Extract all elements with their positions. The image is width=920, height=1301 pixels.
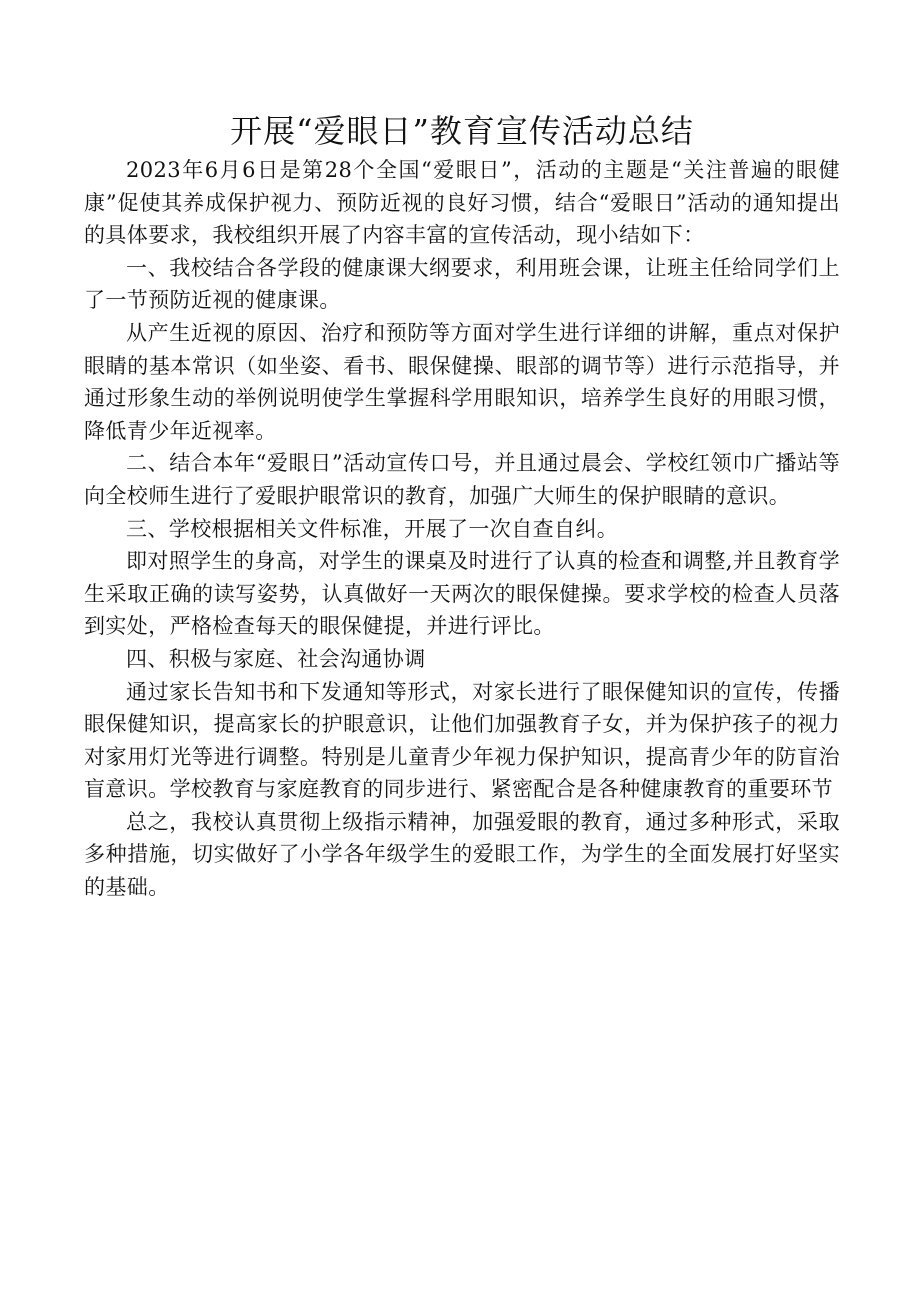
section-one-detail-paragraph: 从产生近视的原因、治疗和预防等方面对学生进行详细的讲解，重点对保护眼睛的基本常识（如坐姿、看书、眼保健操、眼部的调节等）进行示范指导，并通过形象生动的举例说明使学生掌握科学用眼知识，培养学生良好的用眼习惯，降低青少年近视率。 xyxy=(84,320,840,443)
section-one-paragraph: 一、我校结合各学段的健康课大纲要求，利用班会课，让班主任给同学们上了一节预防近视的健康课。 xyxy=(84,255,840,313)
section-two-paragraph: 二、结合本年“爱眼日”活动宣传口号，并且通过晨会、学校红领巾广播站等向全校师生进行了爱眼护眼常识的教育，加强广大师生的保护眼睛的意识。 xyxy=(84,451,840,508)
document-page xyxy=(84,108,840,904)
conclusion-paragraph: 总之，我校认真贯彻上级指示精神，加强爱眼的教育，通过多种形式，采取多种措施，切实做好了小学各年级学生的爱眼工作，为学生的全面发展打好坚实的基础。 xyxy=(84,809,840,900)
section-four-heading: 四、积极与家庭、社会沟通协调 xyxy=(126,646,426,671)
intro-paragraph: 2023年6月6日是第28个全国“爱眼日”，活动的主题是“关注普遍的眼健康”促使其养成保护视力、预防近视的良好习惯，结合“爱眼日”活动的通知提出的具体要求，我校组织开展了内容丰富的宣传活动，现小结如下： xyxy=(84,158,840,248)
section-three-paragraph: 三、学校根据相关文件标准，开展了一次自查自纠。 xyxy=(126,516,619,541)
section-three-detail-paragraph: 即对照学生的身高，对学生的课桌及时进行了认真的检查和调整,并且教育学生采取正确的读写姿势，认真做好一天两次的眼保健操。要求学校的检查人员落到实处，严格检查每天的眼保健提，并进行评比。 xyxy=(84,549,840,639)
document-title: 开展“爱眼日”教育宣传活动总结 xyxy=(230,112,694,150)
section-four-detail-paragraph: 通过家长告知书和下发通知等形式，对家长进行了眼保健知识的宣传，传播眼保健知识，提高家长的护眼意识，让他们加强教育子女，并为保护孩子的视力对家用灯光等进行调整。特别是儿童青少年视力保护知识，提高青少年的防盲治盲意识。学校教育与家庭教育的同步进行、紧密配合是各种健康教育的重要环节 xyxy=(84,679,840,802)
